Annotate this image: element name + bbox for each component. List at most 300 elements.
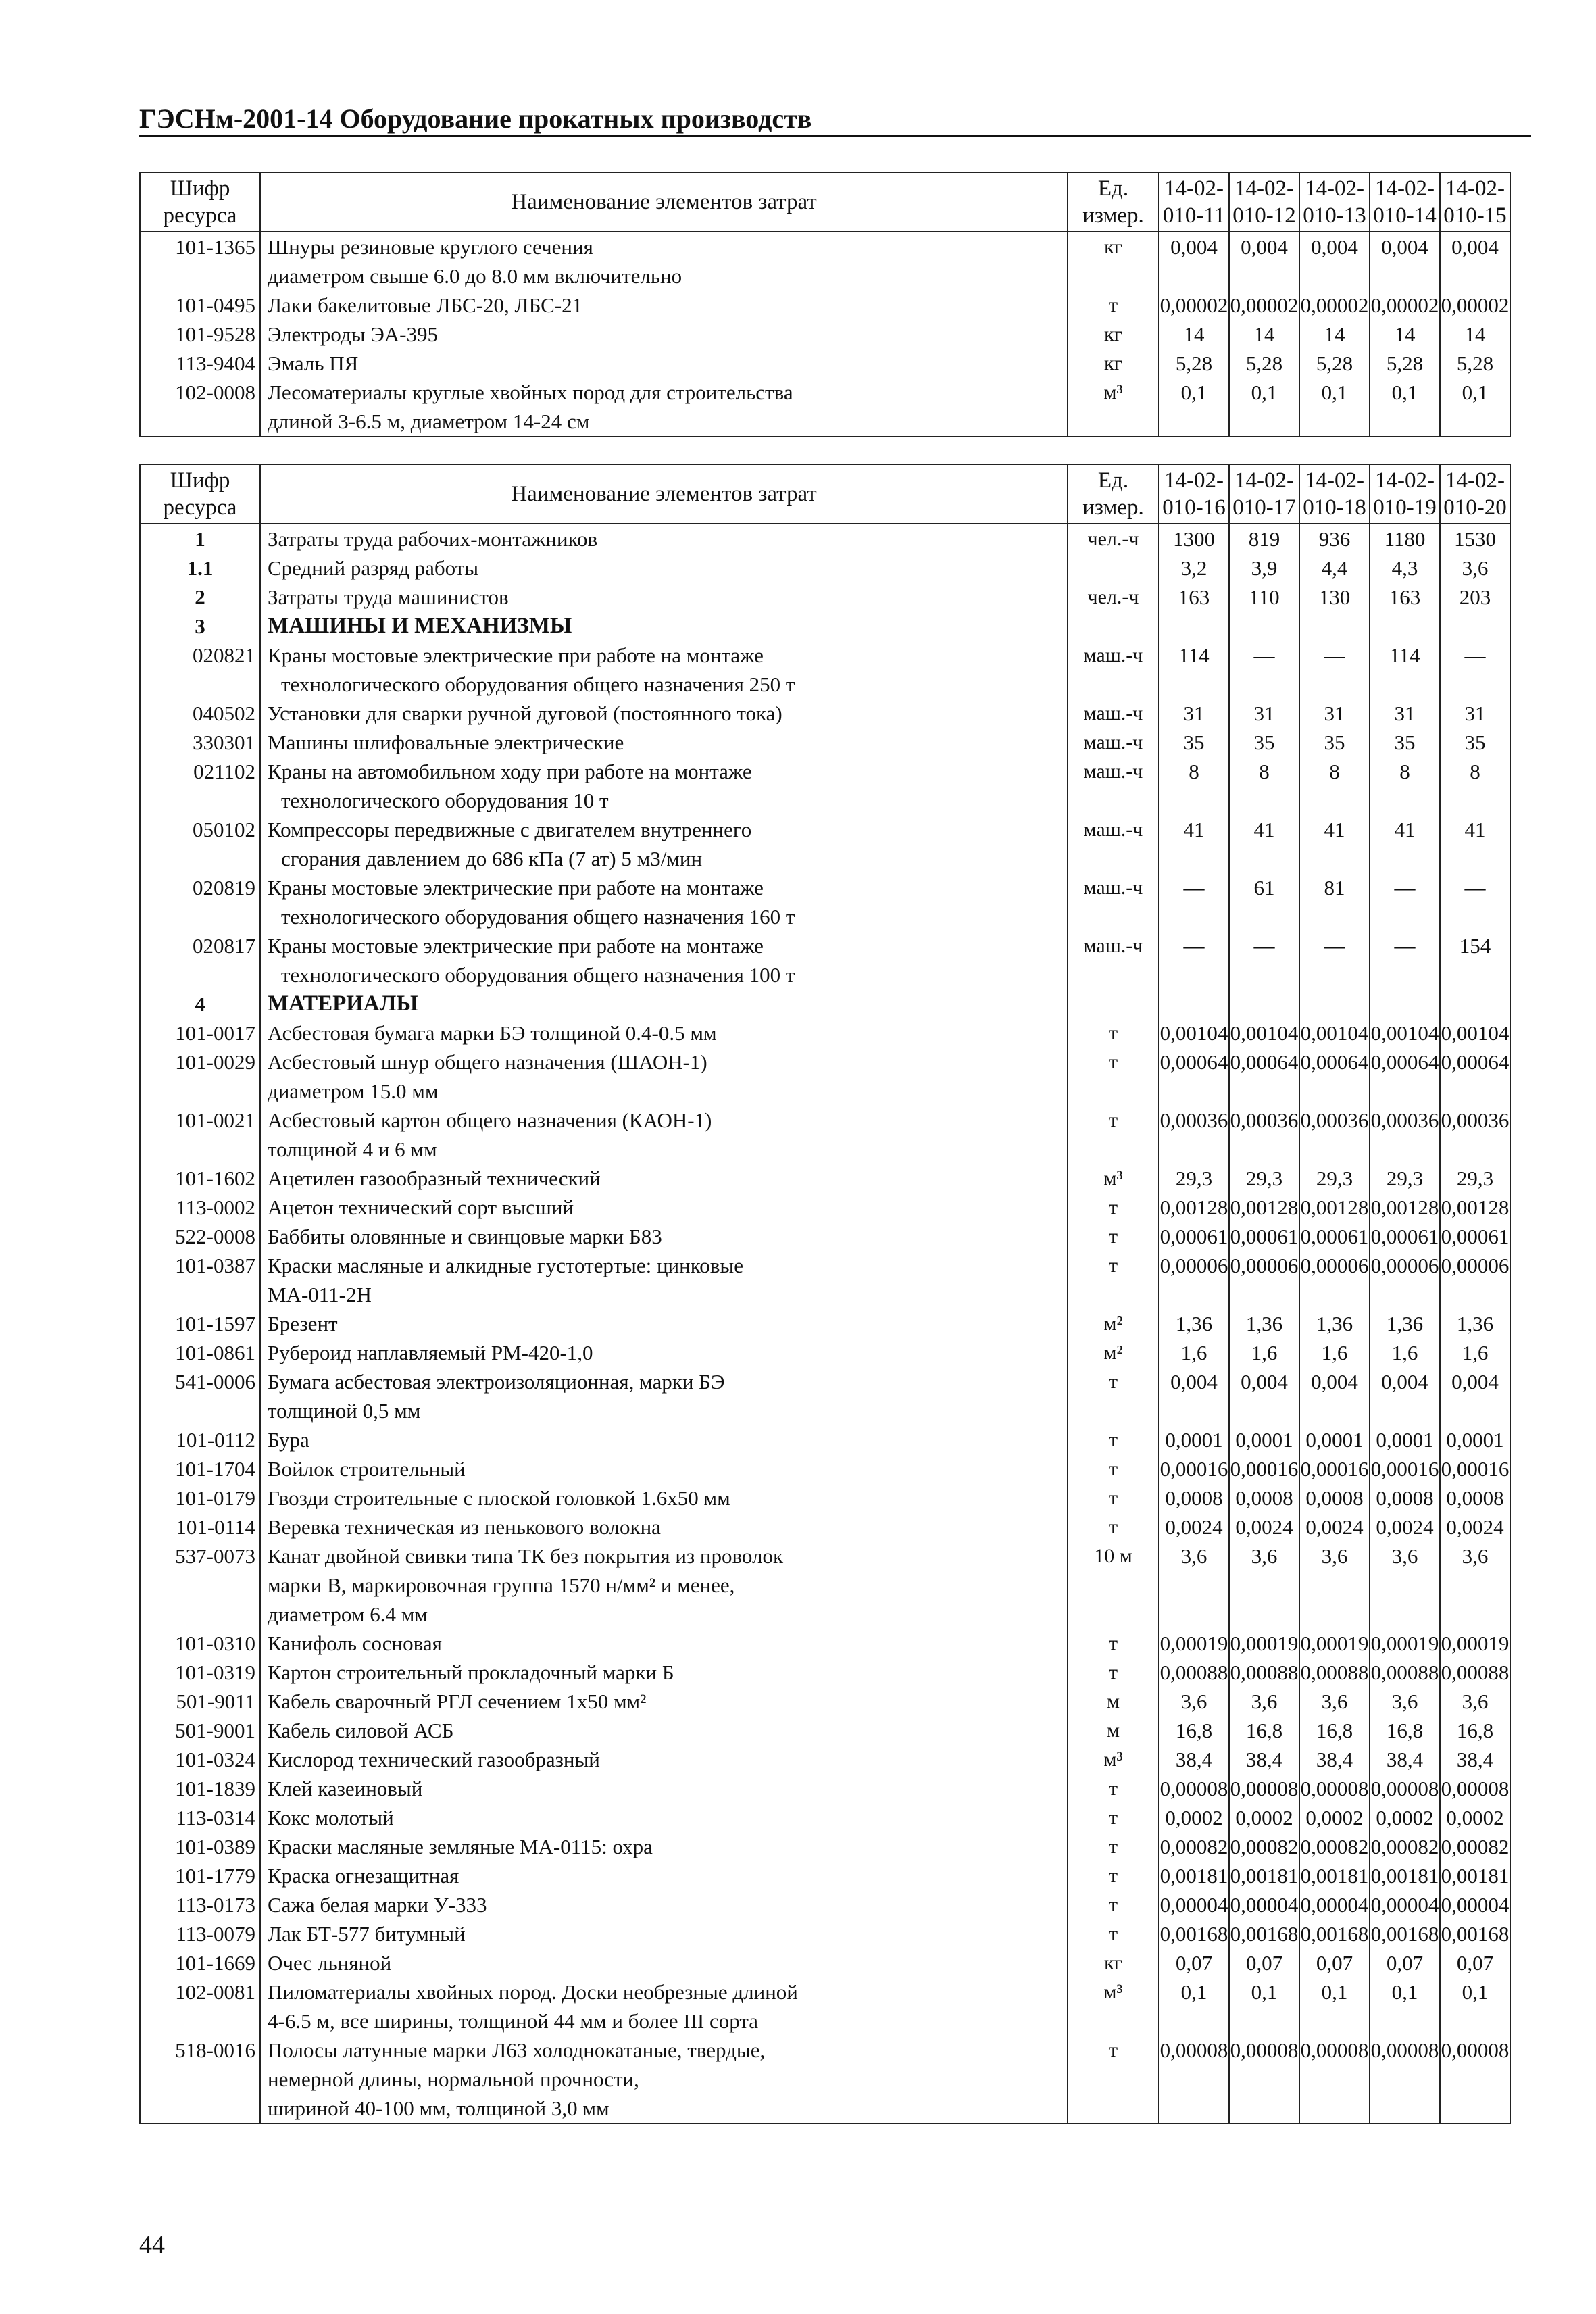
spacer [1068,670,1158,699]
norm-value: 0,004 [1311,235,1358,259]
cost-element-name: МАШИНЫ И МЕХАНИЗМЫ [268,614,572,638]
cost-element-name: Компрессоры передвижные с двигателем внутреннего [268,818,752,841]
norm-value: 0,0002 [1235,1806,1293,1829]
norm-value: 31 [1394,701,1416,725]
spacer [1159,960,1228,989]
norm-value: 0,00008 [1300,2038,1369,2062]
norm-value: 3,6 [1251,1690,1278,1713]
norm-value: — [1253,643,1275,667]
norm-value: 14 [1394,322,1416,346]
norm-column [1229,232,1299,437]
cost-element-name: Брезент [268,1312,338,1335]
resource-code: 020819 [193,876,255,900]
norm-value: 0,00002 [1370,293,1439,317]
cost-element-name: МА-011-2Н [268,1283,372,1306]
spacer [1441,902,1510,931]
spacer [1441,1600,1510,1629]
spacer [141,1600,259,1629]
spacer [1370,670,1439,699]
norm-value: 0,1 [1391,380,1418,404]
norm-value: 38,4 [1386,1748,1424,1771]
cost-element-name: Краны на автомобильном ходу при работе на монтаже [268,760,752,783]
spacer [1441,407,1510,436]
resource-code: 113-0079 [176,1922,255,1946]
col-header-norm: 14-02- 010-17 [1229,464,1299,524]
norm-value: 0,00036 [1370,1108,1439,1132]
spacer [1068,960,1158,989]
unit-of-measure: кг [1104,1952,1122,1974]
norm-value: 0,1 [1321,1980,1348,2004]
norm-value: 0,1 [1180,1980,1207,2004]
spacer [141,670,259,699]
norm-value: 0,00019 [1230,1631,1299,1655]
resource-code: 101-0179 [175,1486,255,1510]
spacer [1159,786,1228,815]
cost-element-name: Машины шлифовальные электрические [268,731,624,754]
spacer [1441,2065,1510,2094]
resource-code: 101-0387 [175,1254,255,1277]
norm-value: 0,00002 [1230,293,1299,317]
spacer [1370,1600,1439,1629]
col-header-norm: 14-02- 010-11 [1159,172,1229,232]
resource-code: 101-0112 [176,1428,255,1452]
unit-of-measure: т [1108,1516,1118,1538]
table-row [140,232,1510,437]
spacer [141,1077,259,1106]
resource-code: 101-0324 [175,1748,255,1771]
norm-value: 0,00004 [1370,1893,1439,1917]
norm-value [1300,989,1369,1018]
unit-of-measure [1068,612,1158,641]
norm-value: 1,36 [1316,1312,1353,1335]
norm-value: 0,1 [1462,380,1489,404]
resource-code: 113-0314 [176,1806,255,1829]
norm-value: 0,004 [1170,1370,1218,1394]
cost-element-name: Ацетон технический сорт высший [268,1196,574,1219]
norm-value: 0,00082 [1230,1835,1299,1858]
spacer [1370,902,1439,931]
cost-element-name: Бура [268,1428,309,1452]
resource-code: 101-0389 [175,1835,255,1858]
spacer [1068,1571,1158,1600]
spacer [1068,262,1158,291]
spacer [1370,960,1439,989]
unit-of-measure: маш.-ч [1083,818,1143,841]
col-header-norm: 14-02- 010-19 [1370,464,1440,524]
resource-code: 101-9528 [175,322,255,346]
norm-value: 1,6 [1391,1341,1418,1364]
norm-value: 35 [1394,731,1416,754]
norm-value: 0,004 [1381,235,1428,259]
cost-element-name: диаметром свыше 6.0 до 8.0 мм включительно [268,264,682,288]
spacer [1441,2094,1510,2123]
cost-element-name: Электроды ЭА-395 [268,322,438,346]
norm-value: — [1183,934,1205,958]
spacer [1370,1571,1439,1600]
unit-of-measure: кг [1104,323,1122,345]
norm-value: 110 [1249,585,1280,609]
norm-value: 0,00008 [1370,1777,1439,1800]
norm-value: 3,9 [1251,556,1278,580]
spacer [1068,1396,1158,1425]
spacer [141,1396,259,1425]
norm-value: 163 [1389,585,1421,609]
col-header-norm: 14-02- 010-18 [1299,464,1370,524]
resource-code: 020817 [193,934,255,958]
norm-value: 0,00088 [1159,1660,1228,1684]
unit-of-measure: т [1108,1865,1118,1887]
norm-value: 0,00036 [1300,1108,1369,1132]
norm-value: 1300 [1173,527,1215,551]
cost-element-name: диаметром 6.4 мм [268,1602,428,1626]
unit-of-measure: м [1107,1719,1120,1742]
norm-value: 35 [1464,731,1486,754]
norm-value: 0,00016 [1300,1457,1369,1481]
norm-value: 29,3 [1245,1166,1283,1190]
norm-value [1230,612,1299,641]
cost-element-name: Очес льняной [268,1951,392,1975]
cost-element-name: Затраты труда машинистов [268,585,509,609]
resource-code: 101-0021 [175,1108,255,1132]
spacer [1230,670,1299,699]
unit-of-measure: т [1108,1051,1118,1073]
resource-code: 101-0319 [175,1660,255,1684]
norm-value: 0,00181 [1159,1864,1228,1888]
name-column [260,524,1068,2123]
norm-value: 0,00036 [1441,1108,1510,1132]
resource-code: 020821 [193,643,255,667]
norm-value: 1,36 [1245,1312,1283,1335]
norm-value: 61 [1253,876,1275,900]
table-body [140,524,1510,2123]
code-column [140,524,260,2123]
norm-value: 0,00061 [1300,1225,1369,1248]
norm-value: 0,00104 [1370,1021,1439,1045]
spacer [1300,2007,1369,2036]
norm-value: 0,004 [1241,1370,1288,1394]
norm-value: 1,36 [1386,1312,1424,1335]
norm-value: 0,0008 [1235,1486,1293,1510]
norm-value: 0,00019 [1300,1631,1369,1655]
norm-value: — [1464,876,1486,900]
spacer [141,1135,259,1164]
norm-value: 0,00168 [1159,1922,1228,1946]
table-row [140,524,1510,2123]
norm-value: 4,4 [1321,556,1348,580]
resource-code: 101-1365 [175,235,255,259]
norm-value: 41 [1394,818,1416,841]
resource-code: 101-1704 [175,1457,255,1481]
norm-value: 0,07 [1245,1951,1283,1975]
norm-value: 16,8 [1456,1719,1494,1742]
resource-code: 101-0495 [175,293,255,317]
unit-of-measure: т [1108,1777,1118,1800]
cost-element-name: 4-6.5 м, все ширины, толщиной 44 мм и более III сорта [268,2009,759,2033]
norm-value: — [1183,876,1205,900]
table-body [140,232,1510,437]
norm-value [1230,989,1299,1018]
norm-column [1299,524,1370,2123]
norm-value: 1,6 [1180,1341,1207,1364]
spacer [1370,1077,1439,1106]
cost-element-name: Асбестовая бумага марки БЭ толщиной 0.4-0.5 мм [268,1021,717,1045]
spacer [1370,1396,1439,1425]
unit-of-measure: т [1108,1923,1118,1945]
unit-of-measure: маш.-ч [1083,935,1143,957]
norm-value: 0,00168 [1441,1922,1510,1946]
norm-value: 0,004 [1241,235,1288,259]
cost-element-name: длиной 3-6.5 м, диаметром 14-24 см [268,410,590,433]
norm-value: 5,28 [1386,351,1424,375]
norm-value: 5,28 [1316,351,1353,375]
norm-value: 0,1 [1251,380,1278,404]
norm-value: 0,1 [1251,1980,1278,2004]
norm-value: 0,00128 [1441,1196,1510,1219]
norm-value: 1180 [1384,527,1426,551]
norm-value: 0,00082 [1370,1835,1439,1858]
spacer [1441,670,1510,699]
page-header [139,101,1531,137]
norm-value: 38,4 [1316,1748,1353,1771]
norm-value: 0,00168 [1300,1922,1369,1946]
unit-of-measure: 10 м [1094,1545,1132,1567]
unit-of-measure: м [1107,1690,1120,1713]
resource-code: 2 [195,585,205,609]
cost-element-name: немерной длины, нормальной прочности, [268,2067,639,2091]
norm-value: 1,6 [1321,1341,1348,1364]
cost-element-name: Затраты труда рабочих-монтажников [268,527,598,551]
spacer [1370,262,1439,291]
norm-value: 3,6 [1462,556,1489,580]
cost-element-name: МАТЕРИАЛЫ [268,991,418,1016]
cost-element-name: Краски масляные земляные МА-0115: охра [268,1835,653,1858]
norm-value: 203 [1459,585,1491,609]
norm-value [1441,989,1510,1018]
resource-code: 113-0173 [176,1893,255,1917]
column-divider [1067,524,1068,2123]
spacer [1230,2094,1299,2123]
spacer [1230,1571,1299,1600]
norm-value: — [1324,643,1345,667]
spacer [1068,1135,1158,1164]
norm-value: 5,28 [1175,351,1213,375]
norm-value: 3,6 [1321,1544,1348,1568]
spacer [141,2094,259,2123]
resource-code: 101-1839 [175,1777,255,1800]
unit-column [1068,524,1159,2123]
unit-of-measure: маш.-ч [1083,702,1143,724]
unit-column [1068,232,1159,437]
norm-value: 0,00008 [1159,1777,1228,1800]
spacer [141,2007,259,2036]
norm-value: 0,00061 [1230,1225,1299,1248]
spacer [1230,262,1299,291]
norm-column [1229,524,1299,2123]
norm-value: 0,00061 [1441,1225,1510,1248]
norm-value: 29,3 [1456,1166,1494,1190]
norm-value: 0,00128 [1159,1196,1228,1219]
norm-value: 0,004 [1170,235,1218,259]
norm-value: 16,8 [1175,1719,1213,1742]
cost-element-name: Бумага асбестовая электроизоляционная, марки БЭ [268,1370,725,1394]
unit-of-measure [1068,989,1158,1018]
cost-element-name: Картон строительный прокладочный марки Б [268,1660,674,1684]
norm-value: 14 [1464,322,1486,346]
spacer [1230,1600,1299,1629]
norm-value: 0,00088 [1370,1660,1439,1684]
norm-value [1441,612,1510,641]
norm-value: 0,0008 [1446,1486,1504,1510]
cost-element-name: Ацетилен газообразный технический [268,1166,601,1190]
norm-value: 0,0024 [1446,1515,1504,1539]
resource-code: 537-0073 [175,1544,255,1568]
norm-value: 3,6 [1391,1690,1418,1713]
norm-value: 41 [1183,818,1205,841]
norm-value: 0,00008 [1300,1777,1369,1800]
norm-value: 0,00008 [1370,2038,1439,2062]
spacer [1068,407,1158,436]
cost-element-name: Эмаль ПЯ [268,351,359,375]
norm-value [1370,989,1439,1018]
norm-value: 0,00061 [1159,1225,1228,1248]
cost-element-name: толщиной 4 и 6 мм [268,1137,437,1161]
unit-of-measure: т [1108,1196,1118,1218]
norm-value: 0,00128 [1230,1196,1299,1219]
resource-code: 113-9404 [176,351,255,375]
spacer [1159,1280,1228,1309]
norm-value: 0,00008 [1230,2038,1299,2062]
norm-value: 3,6 [1251,1544,1278,1568]
cost-element-name: Войлок строительный [268,1457,466,1481]
spacer [141,960,259,989]
norm-value: 0,00008 [1441,1777,1510,1800]
cost-element-name: Канат двойной свивки типа ТК без покрытия из проволок [268,1544,784,1568]
norm-value: 5,28 [1245,351,1283,375]
norm-value: — [1324,934,1345,958]
spacer [1300,1135,1369,1164]
norm-value: 0,1 [1321,380,1348,404]
norm-value: 0,00002 [1300,293,1369,317]
norm-value [1159,989,1228,1018]
spacer [1159,1135,1228,1164]
spacer [1159,1600,1228,1629]
cost-element-name: диаметром 15.0 мм [268,1079,439,1103]
spacer [1230,1135,1299,1164]
cost-element-name: Асбестовый картон общего назначения (КАОН-1) [268,1108,712,1132]
norm-value: 0,004 [1311,1370,1358,1394]
col-header-unit: Ед. измер. [1068,172,1159,232]
norm-value: 0,00004 [1441,1893,1510,1917]
unit-of-measure: т [1108,1836,1118,1858]
norm-value: 0,00104 [1230,1021,1299,1045]
norm-value: 0,0002 [1305,1806,1364,1829]
norm-value: 14 [1324,322,1345,346]
norm-value: 0,00036 [1230,1108,1299,1132]
norm-value: 8 [1470,760,1480,783]
norm-value: 4,3 [1391,556,1418,580]
spacer [1300,1077,1369,1106]
resource-code: 101-1669 [175,1951,255,1975]
norm-value: 29,3 [1386,1166,1424,1190]
norm-column [1440,232,1510,437]
norm-column [1440,524,1510,2123]
norm-value: 5,28 [1456,351,1494,375]
norm-value: 29,3 [1316,1166,1353,1190]
col-header-name: Наименование элементов затрат [260,464,1068,524]
spacer [1300,670,1369,699]
norm-value: 0,00004 [1300,1893,1369,1917]
spacer [1159,1571,1228,1600]
cost-element-name: Веревка техническая из пенькового волокна [268,1515,661,1539]
col-header-norm: 14-02- 010-15 [1440,172,1510,232]
cost-element-name: Клей казеиновый [268,1777,423,1800]
norm-value [1159,612,1228,641]
norm-value: 154 [1459,934,1491,958]
norm-value: 16,8 [1316,1719,1353,1742]
unit-of-measure: т [1108,294,1118,316]
resource-code: 522-0008 [175,1225,255,1248]
spacer [1230,1077,1299,1106]
unit-of-measure: т [1108,1371,1118,1393]
cost-element-name: Рубероид наплавляемый РМ-420-1,0 [268,1341,593,1364]
norm-value: 0,0001 [1165,1428,1223,1452]
unit-of-measure: маш.-ч [1083,877,1143,899]
spacer [1159,1396,1228,1425]
spacer [1159,407,1228,436]
norm-value: 0,00064 [1370,1050,1439,1074]
page-title: ГЭСНм-2001-14 Оборудование прокатных производств [139,103,812,134]
spacer [1068,1600,1158,1629]
norm-value: 0,1 [1180,380,1207,404]
unit-of-measure: т [1108,1225,1118,1248]
norm-value: 0,00128 [1300,1196,1369,1219]
norm-value: 16,8 [1245,1719,1283,1742]
spacer [1370,2007,1439,2036]
norm-value: 41 [1324,818,1345,841]
norm-value: 0,00008 [1159,2038,1228,2062]
cost-element-name: Краны мостовые электрические при работе на монтаже [268,934,764,958]
cost-element-name: Сажа белая марки У-333 [268,1893,487,1917]
resource-code: 113-0002 [176,1196,255,1219]
resource-code: 050102 [193,818,255,841]
norm-value: 0,00016 [1230,1457,1299,1481]
norm-value: 0,00016 [1159,1457,1228,1481]
spacer [1230,1396,1299,1425]
norm-value: 0,00006 [1230,1254,1299,1277]
norm-value: 0,00016 [1370,1457,1439,1481]
norm-value: 0,00082 [1441,1835,1510,1858]
spacer [1230,960,1299,989]
norm-value: 0,00168 [1370,1922,1439,1946]
norm-value: 0,00004 [1159,1893,1228,1917]
norm-value: 0,07 [1386,1951,1424,1975]
col-header-norm: 14-02- 010-16 [1159,464,1229,524]
norm-value: 41 [1253,818,1275,841]
cost-element-name: сгорания давлением до 686 кПа (7 ат) 5 м3/мин [281,847,703,870]
cost-element-name: Краны мостовые электрические при работе на монтаже [268,643,764,667]
norm-value: 8 [1189,760,1199,783]
col-header-norm: 14-02- 010-12 [1229,172,1299,232]
spacer [1441,262,1510,291]
cost-element-name: Пиломатериалы хвойных пород. Доски необрезные длиной [268,1980,798,2004]
norm-value: 81 [1324,876,1345,900]
spacer [1300,1280,1369,1309]
cost-element-name: Краска огнезащитная [268,1864,459,1888]
norm-value: 819 [1248,527,1280,551]
norm-value: 35 [1183,731,1205,754]
resource-code: 101-1602 [175,1166,255,1190]
resource-code: 102-0081 [175,1980,255,2004]
